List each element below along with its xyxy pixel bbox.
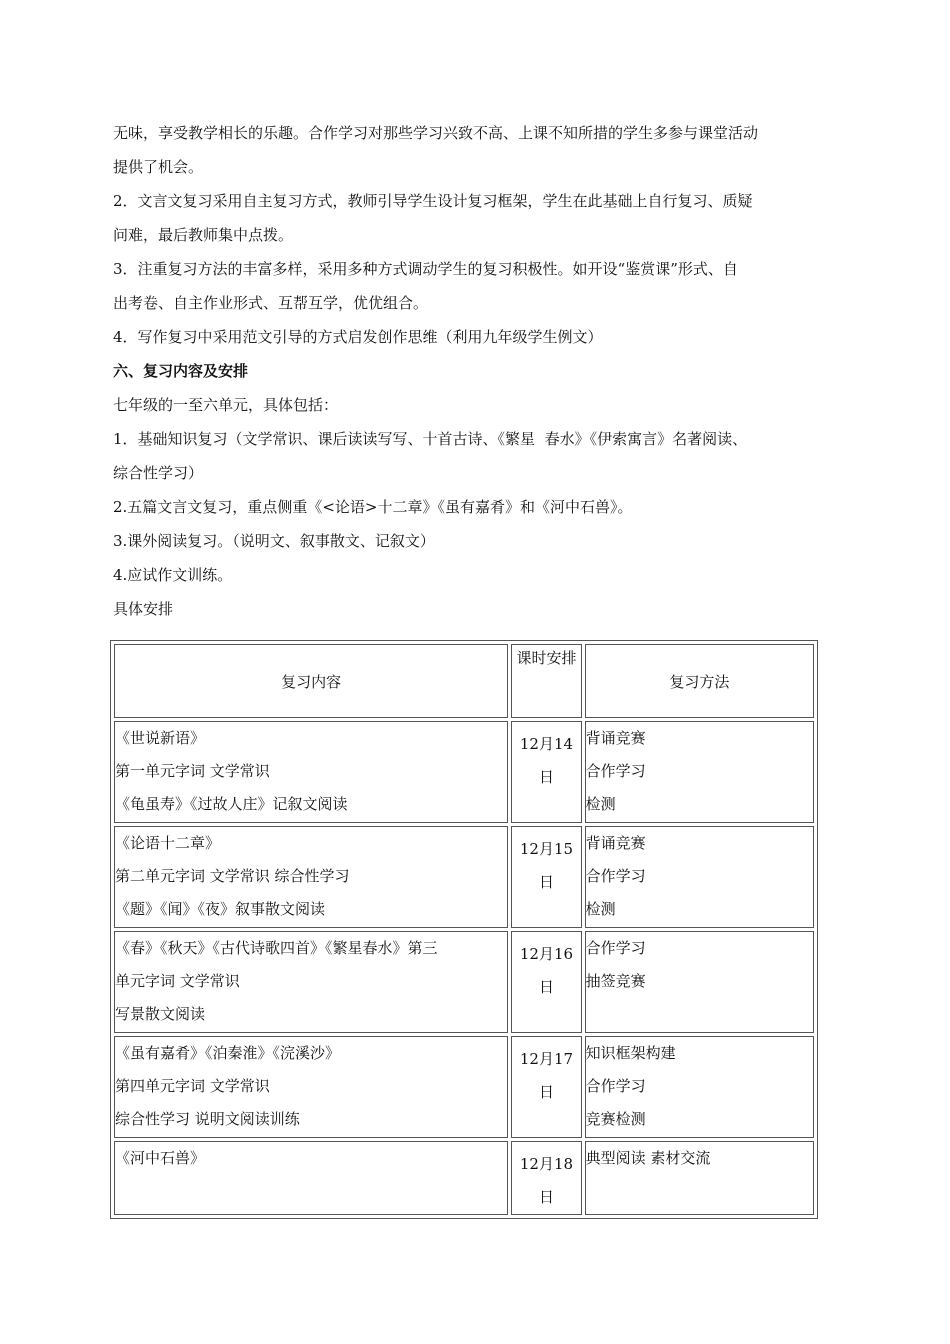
paragraph: 3.课外阅读复习。（说明文、叙事散文、记叙文） [113, 532, 435, 550]
time-line: 日 [538, 768, 554, 786]
method-cell [585, 1036, 814, 1138]
method-line: 合作学习 [585, 867, 646, 885]
content-line: 《虽有嘉肴》《泊秦淮》《浣溪沙》 [115, 1044, 341, 1062]
time-line: 12月15 [519, 840, 574, 858]
method-line: 典型阅读 素材交流 [585, 1149, 711, 1167]
header-method: 复习方法 [585, 644, 814, 718]
time-line: 12月17 [519, 1050, 574, 1068]
content-cell [114, 931, 508, 1033]
paragraph: 无味，享受教学相长的乐趣。合作学习对那些学习兴致不高、上课不知所措的学生多参与课堂活动 [113, 124, 759, 142]
table-row [114, 826, 814, 928]
paragraph: 3．注重复习方法的丰富多样，采用多种方式调动学生的复习积极性。如开设“鉴赏课”形式、自 [113, 260, 738, 278]
paragraph: 2．文言文复习采用自主复习方式，教师引导学生设计复习框架，学生在此基础上自行复习、质疑 [113, 192, 753, 210]
method-cell [585, 721, 814, 823]
time-line: 日 [538, 1083, 554, 1101]
method-line: 检测 [585, 900, 616, 918]
content-line: 《龟虽寿》《过故人庄》记叙文阅读 [115, 795, 348, 813]
paragraph: 4．写作复习中采用范文引导的方式启发创作思维（利用九年级学生例文） [113, 328, 603, 346]
method-line: 知识框架构建 [585, 1044, 676, 1062]
time-cell [511, 931, 581, 1033]
paragraph: 4.应试作文训练。 [113, 566, 233, 584]
schedule-table [110, 640, 818, 1219]
content-cell [114, 1036, 508, 1138]
time-line: 12月18 [519, 1155, 574, 1173]
paragraph: 七年级的一至六单元，具体包括： [113, 396, 339, 414]
content-line: 第一单元字词 文学常识 [115, 762, 270, 780]
paragraph: 综合性学习） [113, 464, 204, 482]
paragraph: 2.五篇文言文复习，重点侧重《<论语>十二章》《虽有嘉肴》和《河中石兽》。 [113, 498, 633, 516]
time-line: 12月14 [519, 735, 574, 753]
method-cell [585, 1141, 814, 1215]
content-line: 综合性学习 说明文阅读训练 [115, 1110, 300, 1128]
method-cell [585, 826, 814, 928]
content-line: 第二单元字词 文学常识 综合性学习 [115, 867, 350, 885]
table-row [114, 1141, 814, 1215]
table-row [114, 1036, 814, 1138]
paragraph: 问难，最后教师集中点拨。 [113, 226, 294, 244]
section-heading: 六、复习内容及安排 [113, 362, 249, 380]
paragraph: 提供了机会。 [113, 158, 204, 176]
content-line: 《世说新语》 [115, 729, 206, 747]
time-cell [511, 1036, 581, 1138]
time-cell [511, 721, 581, 823]
method-line: 检测 [585, 795, 616, 813]
time-line: 12月16 [519, 945, 574, 963]
table-row [114, 721, 814, 823]
table-row [114, 931, 814, 1033]
time-cell [511, 1141, 581, 1215]
table-header-row [114, 644, 814, 718]
method-cell [585, 931, 814, 1033]
method-line: 竞赛检测 [585, 1110, 646, 1128]
content-line: 《题》《闻》《夜》叙事散文阅读 [115, 900, 326, 918]
content-line: 《河中石兽》 [115, 1149, 206, 1167]
time-line: 日 [538, 873, 554, 891]
content-cell [114, 721, 508, 823]
method-line: 合作学习 [585, 762, 646, 780]
content-line: 第四单元字词 文学常识 [115, 1077, 270, 1095]
header-content: 复习内容 [114, 644, 508, 718]
document-body [113, 116, 838, 626]
method-line: 合作学习 [585, 939, 646, 957]
content-line: 写景散文阅读 [115, 1005, 206, 1023]
header-time: 课时安排 [511, 644, 581, 718]
table-caption: 具体安排 [113, 600, 174, 618]
method-line: 背诵竞赛 [585, 834, 646, 852]
method-line: 背诵竞赛 [585, 729, 646, 747]
paragraph: 出考卷、自主作业形式、互帮互学，优优组合。 [113, 294, 429, 312]
paragraph: 1．基础知识复习（文学常识、课后读读写写、十首古诗、《繁星 春水》《伊索寓言》名著阅读、 [113, 430, 748, 448]
time-cell [511, 826, 581, 928]
content-cell [114, 1141, 508, 1215]
content-line: 单元字词 文学常识 [115, 972, 240, 990]
content-line: 《春》《秋天》《古代诗歌四首》《繁星春水》第三 [115, 939, 438, 957]
time-line: 日 [538, 978, 554, 996]
method-line: 抽签竞赛 [585, 972, 646, 990]
time-line: 日 [538, 1188, 554, 1206]
method-line: 合作学习 [585, 1077, 646, 1095]
content-cell [114, 826, 508, 928]
content-line: 《论语十二章》 [115, 834, 221, 852]
